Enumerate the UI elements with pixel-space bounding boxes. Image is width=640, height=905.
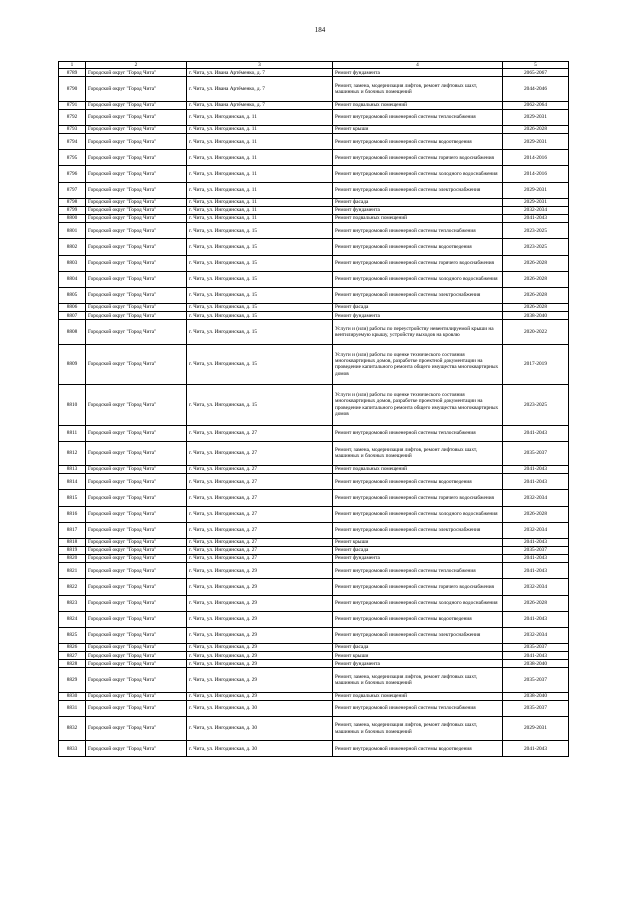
table-row [59, 546, 569, 554]
table-row [59, 109, 569, 125]
work-type-cell: Ремонт внутридомовой инженерной системы водоотведения [333, 611, 503, 627]
period-cell: 2032-2034 [503, 206, 569, 214]
address-cell: г. Чита, ул. Ингодинская, д. 29 [187, 668, 333, 692]
period-cell: 2026-2028 [503, 287, 569, 303]
work-type-cell: Ремонт внутридомовой инженерной системы горячего водоснабжения [333, 150, 503, 166]
row-number: 8807 [59, 312, 86, 320]
work-type-cell: Ремонт внутридомовой инженерной системы теплоснабжения [333, 109, 503, 125]
table-row [59, 215, 569, 223]
period-cell: 2029-2031 [503, 182, 569, 198]
address-cell: г. Чита, ул. Ингодинская, д. 27 [187, 555, 333, 563]
row-number: 8811 [59, 425, 86, 441]
table-row [59, 716, 569, 740]
work-type-cell: Услуги и (или) работы по оценке технического состояния многоквартирных домов, разработке проектной документации на проведение капитального ремонта общего имущества многоквартирных домов [333, 344, 503, 385]
work-type-cell: Услуги и (или) работы по оценке технического состояния многоквартирных домов, разработке проектной документации на проведение капитального ремонта общего имущества многоквартирных домов [333, 385, 503, 426]
period-cell: 2041-2043 [503, 538, 569, 546]
municipality-cell: Городской округ "Город Чита" [86, 611, 187, 627]
page-number: 184 [314, 26, 326, 34]
table-row [59, 126, 569, 134]
row-number: 8827 [59, 652, 86, 660]
work-type-cell: Ремонт внутридомовой инженерной системы холодного водоснабжения [333, 166, 503, 182]
work-type-cell: Ремонт внутридомовой инженерной системы водоотведения [333, 239, 503, 255]
table-row [59, 223, 569, 239]
work-type-cell: Ремонт внутридомовой инженерной системы электроснабжения [333, 287, 503, 303]
municipality-cell: Городской округ "Город Чита" [86, 652, 187, 660]
period-cell: 2044-2046 [503, 77, 569, 101]
municipality-cell: Городской округ "Город Чита" [86, 134, 187, 150]
address-cell: г. Чита, ул. Ингодинская, д. 11 [187, 109, 333, 125]
work-type-cell: Ремонт внутридомовой инженерной системы теплоснабжения [333, 223, 503, 239]
period-cell: 2041-2043 [503, 466, 569, 474]
municipality-cell: Городской округ "Город Чита" [86, 206, 187, 214]
municipality-cell: Городской округ "Город Чита" [86, 700, 187, 716]
work-type-cell: Ремонт внутридомовой инженерной системы электроснабжения [333, 627, 503, 643]
work-type-cell: Ремонт фасада [333, 198, 503, 206]
work-type-cell: Ремонт крыши [333, 126, 503, 134]
municipality-cell: Городской округ "Город Чита" [86, 223, 187, 239]
work-type-cell: Ремонт фундамента [333, 206, 503, 214]
row-number: 8830 [59, 692, 86, 700]
period-cell: 2041-2043 [503, 652, 569, 660]
work-type-cell: Ремонт, замена, модернизация лифтов, ремонт лифтовых шахт, машинных и блочных помещений [333, 716, 503, 740]
address-cell: г. Чита, ул. Ингодинская, д. 29 [187, 563, 333, 579]
work-type-cell: Ремонт подвальных помещений [333, 692, 503, 700]
period-cell: 2062-2064 [503, 101, 569, 109]
address-cell: г. Чита, ул. Ингодинская, д. 15 [187, 320, 333, 344]
address-cell: г. Чита, ул. Ингодинская, д. 27 [187, 522, 333, 538]
row-number: 8806 [59, 304, 86, 312]
row-number: 8831 [59, 700, 86, 716]
row-number: 8822 [59, 579, 86, 595]
column-header: 2 [86, 62, 187, 69]
period-cell: 2014-2016 [503, 166, 569, 182]
address-cell: г. Чита, ул. Ингодинская, д. 27 [187, 441, 333, 465]
work-type-cell: Ремонт внутридомовой инженерной системы холодного водоснабжения [333, 271, 503, 287]
address-cell: г. Чита, ул. Ингодинская, д. 27 [187, 538, 333, 546]
work-type-cell: Ремонт подвальных помещений [333, 101, 503, 109]
address-cell: г. Чита, ул. Ингодинская, д. 27 [187, 474, 333, 490]
table-row [59, 304, 569, 312]
row-number: 8799 [59, 206, 86, 214]
work-type-cell: Ремонт, замена, модернизация лифтов, ремонт лифтовых шахт, машинных и блочных помещений [333, 668, 503, 692]
work-type-cell: Ремонт внутридомовой инженерной системы горячего водоснабжения [333, 579, 503, 595]
row-number: 8794 [59, 134, 86, 150]
row-number: 8824 [59, 611, 86, 627]
work-type-cell: Ремонт внутридомовой инженерной системы водоотведения [333, 134, 503, 150]
period-cell: 2041-2043 [503, 555, 569, 563]
address-cell: г. Чита, ул. Ингодинская, д. 15 [187, 312, 333, 320]
municipality-cell: Городской округ "Город Чита" [86, 627, 187, 643]
work-type-cell: Ремонт фасада [333, 644, 503, 652]
table-row [59, 474, 569, 490]
period-cell: 2023-2025 [503, 223, 569, 239]
municipality-cell: Городской округ "Город Чита" [86, 579, 187, 595]
address-cell: г. Чита, ул. Ингодинская, д. 29 [187, 660, 333, 668]
row-number: 8798 [59, 198, 86, 206]
row-number: 8821 [59, 563, 86, 579]
municipality-cell: Городской округ "Город Чита" [86, 101, 187, 109]
municipality-cell: Городской округ "Город Чита" [86, 182, 187, 198]
period-cell: 2038-2040 [503, 692, 569, 700]
address-cell: г. Чита, ул. Ингодинская, д. 27 [187, 425, 333, 441]
table-row [59, 538, 569, 546]
period-cell: 2032-2034 [503, 627, 569, 643]
period-cell: 2035-2037 [503, 441, 569, 465]
address-cell: г. Чита, ул. Ивана Артёменко, д. 7 [187, 77, 333, 101]
row-number: 8832 [59, 716, 86, 740]
work-type-cell: Ремонт внутридомовой инженерной системы холодного водоснабжения [333, 506, 503, 522]
address-cell: г. Чита, ул. Ингодинская, д. 11 [187, 215, 333, 223]
row-number: 8812 [59, 441, 86, 465]
period-cell: 2020-2022 [503, 320, 569, 344]
address-cell: г. Чита, ул. Ингодинская, д. 15 [187, 304, 333, 312]
address-cell: г. Чита, ул. Ингодинская, д. 29 [187, 627, 333, 643]
work-type-cell: Ремонт внутридомовой инженерной системы электроснабжения [333, 182, 503, 198]
period-cell: 2029-2031 [503, 134, 569, 150]
address-cell: г. Чита, ул. Ингодинская, д. 30 [187, 741, 333, 757]
municipality-cell: Городской округ "Город Чита" [86, 287, 187, 303]
municipality-cell: Городской округ "Город Чита" [86, 644, 187, 652]
table-row [59, 150, 569, 166]
address-cell: г. Чита, ул. Ингодинская, д. 30 [187, 700, 333, 716]
column-header: 4 [333, 62, 503, 69]
row-number: 8789 [59, 69, 86, 77]
row-number: 8825 [59, 627, 86, 643]
address-cell: г. Чита, ул. Ингодинская, д. 11 [187, 206, 333, 214]
address-cell: г. Чита, ул. Ингодинская, д. 29 [187, 595, 333, 611]
table-row [59, 198, 569, 206]
row-number: 8813 [59, 466, 86, 474]
work-type-cell: Ремонт внутридомовой инженерной системы горячего водоснабжения [333, 490, 503, 506]
table-row [59, 166, 569, 182]
municipality-cell: Городской округ "Город Чита" [86, 490, 187, 506]
address-cell: г. Чита, ул. Ингодинская, д. 15 [187, 239, 333, 255]
municipality-cell: Городской округ "Город Чита" [86, 538, 187, 546]
address-cell: г. Чита, ул. Ивана Артёменко, д. 7 [187, 101, 333, 109]
work-type-cell: Ремонт фасада [333, 304, 503, 312]
period-cell: 2041-2043 [503, 741, 569, 757]
table-row [59, 320, 569, 344]
table-row [59, 134, 569, 150]
table-row [59, 271, 569, 287]
municipality-cell: Городской округ "Город Чита" [86, 239, 187, 255]
work-type-cell: Ремонт, замена, модернизация лифтов, ремонт лифтовых шахт, машинных и блочных помещений [333, 77, 503, 101]
period-cell: 2038-2040 [503, 312, 569, 320]
municipality-cell: Городской округ "Город Чита" [86, 660, 187, 668]
row-number: 8817 [59, 522, 86, 538]
period-cell: 2023-2025 [503, 239, 569, 255]
column-header: 1 [59, 62, 86, 69]
period-cell: 2041-2043 [503, 425, 569, 441]
municipality-cell: Городской округ "Город Чита" [86, 716, 187, 740]
table-row [59, 555, 569, 563]
address-cell: г. Чита, ул. Ингодинская, д. 11 [187, 150, 333, 166]
municipality-cell: Городской округ "Город Чита" [86, 474, 187, 490]
table-row [59, 644, 569, 652]
address-cell: г. Чита, ул. Ингодинская, д. 15 [187, 223, 333, 239]
repair-schedule-table [58, 61, 569, 757]
address-cell: г. Чита, ул. Ингодинская, д. 11 [187, 134, 333, 150]
municipality-cell: Городской округ "Город Чита" [86, 166, 187, 182]
work-type-cell: Ремонт подвальных помещений [333, 466, 503, 474]
municipality-cell: Городской округ "Город Чита" [86, 304, 187, 312]
municipality-cell: Городской округ "Город Чита" [86, 77, 187, 101]
table-row [59, 425, 569, 441]
period-cell: 2038-2040 [503, 660, 569, 668]
period-cell: 2026-2028 [503, 126, 569, 134]
municipality-cell: Городской округ "Город Чита" [86, 595, 187, 611]
table-row [59, 182, 569, 198]
table-row [59, 741, 569, 757]
table-row [59, 287, 569, 303]
municipality-cell: Городской округ "Город Чита" [86, 555, 187, 563]
work-type-cell: Ремонт фундамента [333, 555, 503, 563]
work-type-cell: Ремонт фундамента [333, 660, 503, 668]
row-number: 8820 [59, 555, 86, 563]
period-cell: 2026-2028 [503, 271, 569, 287]
address-cell: г. Чита, ул. Ингодинская, д. 15 [187, 255, 333, 271]
table-row [59, 652, 569, 660]
table-row [59, 239, 569, 255]
row-number: 8815 [59, 490, 86, 506]
table-row [59, 101, 569, 109]
work-type-cell: Ремонт фундамента [333, 312, 503, 320]
row-number: 8801 [59, 223, 86, 239]
municipality-cell: Городской округ "Город Чита" [86, 741, 187, 757]
work-type-cell: Ремонт, замена, модернизация лифтов, ремонт лифтовых шахт, машинных и блочных помещений [333, 441, 503, 465]
period-cell: 2014-2016 [503, 150, 569, 166]
work-type-cell: Ремонт фасада [333, 546, 503, 554]
municipality-cell: Городской округ "Город Чита" [86, 668, 187, 692]
period-cell: 2041-2043 [503, 611, 569, 627]
municipality-cell: Городской округ "Город Чита" [86, 441, 187, 465]
period-cell: 2032-2034 [503, 579, 569, 595]
period-cell: 2041-2043 [503, 215, 569, 223]
address-cell: г. Чита, ул. Ингодинская, д. 15 [187, 385, 333, 426]
row-number: 8809 [59, 344, 86, 385]
period-cell: 2032-2034 [503, 490, 569, 506]
period-cell: 2026-2028 [503, 304, 569, 312]
work-type-cell: Ремонт внутридомовой инженерной системы теплоснабжения [333, 425, 503, 441]
row-number: 8804 [59, 271, 86, 287]
period-cell: 2035-2037 [503, 700, 569, 716]
municipality-cell: Городской округ "Город Чита" [86, 385, 187, 426]
table-row [59, 490, 569, 506]
table-row [59, 522, 569, 538]
address-cell: г. Чита, ул. Ингодинская, д. 29 [187, 611, 333, 627]
table-row [59, 579, 569, 595]
work-type-cell: Ремонт внутридомовой инженерной системы водоотведения [333, 474, 503, 490]
table-row [59, 312, 569, 320]
table-row [59, 344, 569, 385]
address-cell: г. Чита, ул. Ингодинская, д. 11 [187, 182, 333, 198]
period-cell: 2035-2037 [503, 644, 569, 652]
row-number: 8792 [59, 109, 86, 125]
municipality-cell: Городской округ "Город Чита" [86, 312, 187, 320]
work-type-cell: Ремонт подвальных помещений [333, 215, 503, 223]
address-cell: г. Чита, ул. Ивана Артёменко, д. 7 [187, 69, 333, 77]
row-number: 8802 [59, 239, 86, 255]
row-number: 8791 [59, 101, 86, 109]
column-header: 5 [503, 62, 569, 69]
period-cell: 2029-2031 [503, 198, 569, 206]
address-cell: г. Чита, ул. Ингодинская, д. 27 [187, 546, 333, 554]
row-number: 8826 [59, 644, 86, 652]
work-type-cell: Услуги и (или) работы по переустройству невентилируемой крыши на вентилируемую крышу, устройству выходов на кровлю [333, 320, 503, 344]
municipality-cell: Городской округ "Город Чита" [86, 546, 187, 554]
address-cell: г. Чита, ул. Ингодинская, д. 11 [187, 198, 333, 206]
municipality-cell: Городской округ "Город Чита" [86, 215, 187, 223]
address-cell: г. Чита, ул. Ингодинская, д. 11 [187, 126, 333, 134]
table-row [59, 611, 569, 627]
work-type-cell: Ремонт внутридомовой инженерной системы водоотведения [333, 741, 503, 757]
municipality-cell: Городской округ "Город Чита" [86, 506, 187, 522]
period-cell: 2029-2031 [503, 109, 569, 125]
period-cell: 2041-2043 [503, 474, 569, 490]
work-type-cell: Ремонт внутридомовой инженерной системы горячего водоснабжения [333, 255, 503, 271]
period-cell: 2041-2043 [503, 563, 569, 579]
period-cell: 2017-2019 [503, 344, 569, 385]
municipality-cell: Городской округ "Город Чита" [86, 320, 187, 344]
table-row [59, 692, 569, 700]
row-number: 8833 [59, 741, 86, 757]
address-cell: г. Чита, ул. Ингодинская, д. 15 [187, 344, 333, 385]
municipality-cell: Городской округ "Город Чита" [86, 692, 187, 700]
municipality-cell: Городской округ "Город Чита" [86, 109, 187, 125]
address-cell: г. Чита, ул. Ингодинская, д. 29 [187, 652, 333, 660]
column-header: 3 [187, 62, 333, 69]
table-row [59, 660, 569, 668]
municipality-cell: Городской округ "Город Чита" [86, 425, 187, 441]
municipality-cell: Городской округ "Город Чита" [86, 522, 187, 538]
period-cell: 2026-2028 [503, 506, 569, 522]
table-row [59, 385, 569, 426]
table-row [59, 466, 569, 474]
period-cell: 2065-2067 [503, 69, 569, 77]
municipality-cell: Городской округ "Город Чита" [86, 150, 187, 166]
address-cell: г. Чита, ул. Ингодинская, д. 29 [187, 579, 333, 595]
row-number: 8814 [59, 474, 86, 490]
municipality-cell: Городской округ "Город Чита" [86, 69, 187, 77]
row-number: 8797 [59, 182, 86, 198]
row-number: 8810 [59, 385, 86, 426]
row-number: 8823 [59, 595, 86, 611]
work-type-cell: Ремонт внутридомовой инженерной системы электроснабжения [333, 522, 503, 538]
period-cell: 2032-2034 [503, 522, 569, 538]
address-cell: г. Чита, ул. Ингодинская, д. 15 [187, 287, 333, 303]
row-number: 8828 [59, 660, 86, 668]
table-row [59, 595, 569, 611]
municipality-cell: Городской округ "Город Чита" [86, 466, 187, 474]
address-cell: г. Чита, ул. Ингодинская, д. 15 [187, 271, 333, 287]
row-number: 8805 [59, 287, 86, 303]
row-number: 8796 [59, 166, 86, 182]
work-type-cell: Ремонт крыши [333, 538, 503, 546]
address-cell: г. Чита, ул. Ингодинская, д. 27 [187, 490, 333, 506]
work-type-cell: Ремонт внутридомовой инженерной системы холодного водоснабжения [333, 595, 503, 611]
municipality-cell: Городской округ "Город Чита" [86, 344, 187, 385]
row-number: 8829 [59, 668, 86, 692]
address-cell: г. Чита, ул. Ингодинская, д. 29 [187, 644, 333, 652]
row-number: 8793 [59, 126, 86, 134]
row-number: 8803 [59, 255, 86, 271]
work-type-cell: Ремонт крыши [333, 652, 503, 660]
municipality-cell: Городской округ "Город Чита" [86, 271, 187, 287]
period-cell: 2026-2028 [503, 595, 569, 611]
table-row [59, 77, 569, 101]
table-row [59, 255, 569, 271]
row-number: 8818 [59, 538, 86, 546]
row-number: 8819 [59, 546, 86, 554]
municipality-cell: Городской округ "Город Чита" [86, 563, 187, 579]
row-number: 8808 [59, 320, 86, 344]
period-cell: 2035-2037 [503, 668, 569, 692]
address-cell: г. Чита, ул. Ингодинская, д. 29 [187, 692, 333, 700]
municipality-cell: Городской округ "Город Чита" [86, 126, 187, 134]
row-number: 8800 [59, 215, 86, 223]
table-row [59, 563, 569, 579]
table-row [59, 506, 569, 522]
address-cell: г. Чита, ул. Ингодинская, д. 30 [187, 716, 333, 740]
row-number: 8816 [59, 506, 86, 522]
municipality-cell: Городской округ "Город Чита" [86, 255, 187, 271]
address-cell: г. Чита, ул. Ингодинская, д. 27 [187, 506, 333, 522]
municipality-cell: Городской округ "Город Чита" [86, 198, 187, 206]
work-type-cell: Ремонт фундамента [333, 69, 503, 77]
row-number: 8790 [59, 77, 86, 101]
table-row [59, 69, 569, 77]
period-cell: 2026-2028 [503, 255, 569, 271]
table-header-row [59, 62, 569, 69]
table-row [59, 627, 569, 643]
period-cell: 2035-2037 [503, 546, 569, 554]
table-row [59, 441, 569, 465]
work-type-cell: Ремонт внутридомовой инженерной системы теплоснабжения [333, 563, 503, 579]
table-row [59, 206, 569, 214]
table-row [59, 668, 569, 692]
period-cell: 2029-2031 [503, 716, 569, 740]
address-cell: г. Чита, ул. Ингодинская, д. 11 [187, 166, 333, 182]
row-number: 8795 [59, 150, 86, 166]
period-cell: 2023-2025 [503, 385, 569, 426]
address-cell: г. Чита, ул. Ингодинская, д. 27 [187, 466, 333, 474]
table-row [59, 700, 569, 716]
work-type-cell: Ремонт внутридомовой инженерной системы теплоснабжения [333, 700, 503, 716]
